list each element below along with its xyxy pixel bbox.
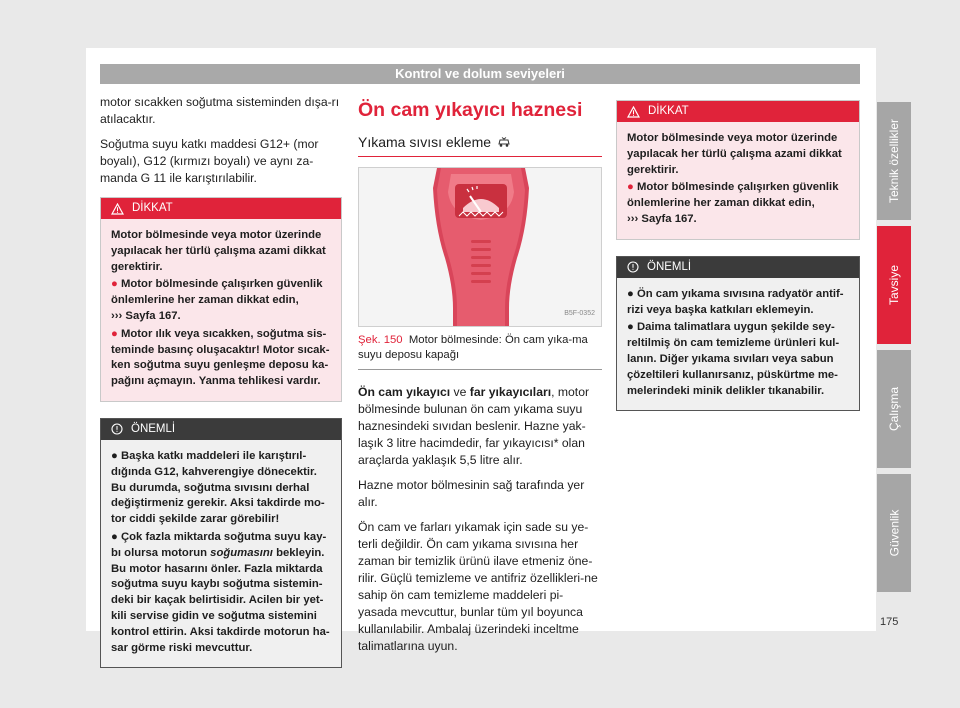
washer-cap-figure xyxy=(358,167,602,327)
bold-term: Ön cam yıkayıcı xyxy=(358,385,451,399)
note-header xyxy=(101,419,341,440)
intro-paragraph: Soğutma suyu katkı maddesi G12+ (mor boyalı), G12 (kırmızı boyalı) ve aynı za-manda G 11 ile karıştırılabilir. xyxy=(100,137,319,185)
warning-box xyxy=(616,100,860,240)
info-circle-icon xyxy=(111,423,123,435)
note-body xyxy=(617,278,859,411)
warning-triangle-icon xyxy=(111,203,124,215)
bold-term: far yıkayıcıları xyxy=(469,385,552,399)
left-column xyxy=(100,94,342,668)
figure-label: Şek. 150 xyxy=(358,334,403,346)
body-text: ve xyxy=(450,385,470,399)
warning-bullet xyxy=(111,277,331,324)
info-circle-icon xyxy=(627,261,639,273)
washer-reservoir-cap-image xyxy=(359,168,602,327)
bullet-icon: ● xyxy=(111,530,121,543)
section-header: Kontrol ve dolum seviyeleri xyxy=(100,64,860,84)
note-bullet-text: Başka katkı maddeleri ile karıştırıl-dığında G12, kahverengiye dönecektir. Bu durumda, soğutma sıvısını derhal değiştirmeniz gerekir. Aksi takdirde mo-tor ciddi şekilde zarar görebilir! xyxy=(111,449,325,526)
tab-label: Tavsiye xyxy=(887,264,902,306)
figure-caption xyxy=(358,333,602,370)
bullet-icon: ● xyxy=(111,327,121,340)
right-column xyxy=(616,94,860,411)
note-bullet xyxy=(627,287,849,319)
bullet-icon: ● xyxy=(111,278,121,291)
note-bullet-text: Daima talimatlara uygun şekilde sey-reltilmiş ön cam temizleme ürünleri kul-lanın. Diğer yıkama sıvıları veya sabun çözeltileri kullanırsanız, püskürtme me-melerindeki minik delikler tıkanabilir. xyxy=(627,321,840,397)
page-reference-link[interactable]: ››› Sayfa 167. xyxy=(627,212,697,225)
warning-title: DİKKAT xyxy=(132,202,173,214)
warning-bullet-text: Motor bölmesinde çalışırken güvenlik önlemlerine her zaman dikkat edin, xyxy=(111,278,323,307)
warning-bullet xyxy=(627,180,849,227)
bullet-icon: ● xyxy=(111,449,121,462)
warning-lead: Motor bölmesinde veya motor üzerinde yapılacak her türlü çalışma azami dikkat gerektirir. xyxy=(627,132,842,176)
note-box xyxy=(616,256,860,412)
tab-label: Güvenlik xyxy=(887,509,901,557)
bullet-icon: ● xyxy=(627,287,637,300)
note-title: ÖNEMLİ xyxy=(131,422,176,435)
middle-column xyxy=(358,94,602,663)
tab-guvenlik[interactable] xyxy=(877,474,911,592)
warning-header xyxy=(101,198,341,219)
chapter-tabs xyxy=(877,102,911,598)
intro-paragraph: motor sıcakken soğutma sisteminden dışa-rı atılacaktır. xyxy=(100,95,340,126)
note-title: ÖNEMLİ xyxy=(647,260,692,273)
body-paragraph xyxy=(358,384,602,469)
warning-bullet-text: Motor bölmesinde çalışırken güvenlik önlemlerine her zaman dikkat edin, xyxy=(627,181,839,210)
note-header xyxy=(617,257,859,278)
note-bullet xyxy=(111,530,331,656)
bullet-icon: ● xyxy=(627,321,637,334)
warning-triangle-icon xyxy=(627,106,640,118)
note-bullet xyxy=(111,449,331,528)
warning-lead: Motor bölmesinde veya motor üzerinde yapılacak her türlü çalışma azami dikkat gerektirir. xyxy=(111,229,326,273)
note-bullet-text: Çok fazla miktarda soğutma suyu kay-bı olursa motorun xyxy=(111,530,327,559)
bullet-icon: ● xyxy=(627,181,637,194)
body-text: , motor bölmesinde bulunan ön cam yıkama suyu haznesindeki sıvıdan beslenir. Hazne yak-laşık 3 litre hacimdedir, far yıkayıcısı* olan araçlarda yaklaşık 5,5 litre alır. xyxy=(358,385,590,467)
emphasis-text: soğumasını xyxy=(210,546,273,559)
tab-tavsiye[interactable] xyxy=(877,226,911,344)
warning-body xyxy=(101,219,341,401)
figure-code: B5F-0352 xyxy=(564,310,595,317)
note-box xyxy=(100,418,342,668)
subsection-title-text: Yıkama sıvısı ekleme xyxy=(358,134,492,150)
note-body xyxy=(101,440,341,667)
warning-header xyxy=(617,101,859,122)
note-bullet-text: bekleyin. Bu motor hasarını önler. Fazla miktarda soğutma suyu kaybı soğutma sistemin-deki bir kaçak belirtisidir. Acilen bir yet-kili servise gidin ve soğutma sistemini kontrol ettirin. Aksi takdirde motorun ha-sar görme riski mevcuttur. xyxy=(111,546,330,654)
body-paragraph: Ön cam ve farları yıkamak için sade su ye-terli değildir. Ön cam yıkama sıvısına her zaman bir temizlik ürünü ilave etmeniz öne-rilir. Güçlü temizleme ve antifriz özellikleri-ne sahip ön cam temizleme maddeleri pi-yasada mevcuttur, bunlar tüm yıl boyunca kullanılabilir. Ambalaj üzerindeki inceltme talimatlarına uyun. xyxy=(358,520,598,653)
page-number: 175 xyxy=(880,616,899,628)
note-bullet xyxy=(627,320,849,399)
note-bullet-text: Ön cam yıkama sıvısına radyatör antif-rizi veya başka katkıları eklemeyin. xyxy=(627,287,844,316)
tab-label: Çalışma xyxy=(887,386,902,432)
warning-body xyxy=(617,122,859,239)
tab-calisma[interactable] xyxy=(877,350,911,468)
tab-label: Teknik özellikler xyxy=(887,118,901,204)
warning-bullet xyxy=(111,327,331,390)
body-paragraph: Hazne motor bölmesinin sağ tarafında yer alır. xyxy=(358,478,585,509)
warning-title: DİKKAT xyxy=(648,105,689,117)
figure-caption-text: Motor bölmesinde: Ön cam yıka-ma suyu deposu kapağı xyxy=(358,334,588,361)
car-service-icon xyxy=(497,136,511,148)
warning-bullet-text: Motor ılık veya sıcakken, soğutma sis-teminde basınç oluşacaktır! Motor sıcak-ken soğutma suyu genleşme deposu ka-pağını açmayın. Yanma tehlikesi vardır. xyxy=(111,327,330,388)
page-reference-link[interactable]: ››› Sayfa 167. xyxy=(111,309,181,322)
subsection-title xyxy=(358,132,602,157)
warning-box xyxy=(100,197,342,402)
section-title: Ön cam yıkayıcı haznesi xyxy=(358,99,583,121)
tab-teknik-ozellikler[interactable] xyxy=(877,102,911,220)
